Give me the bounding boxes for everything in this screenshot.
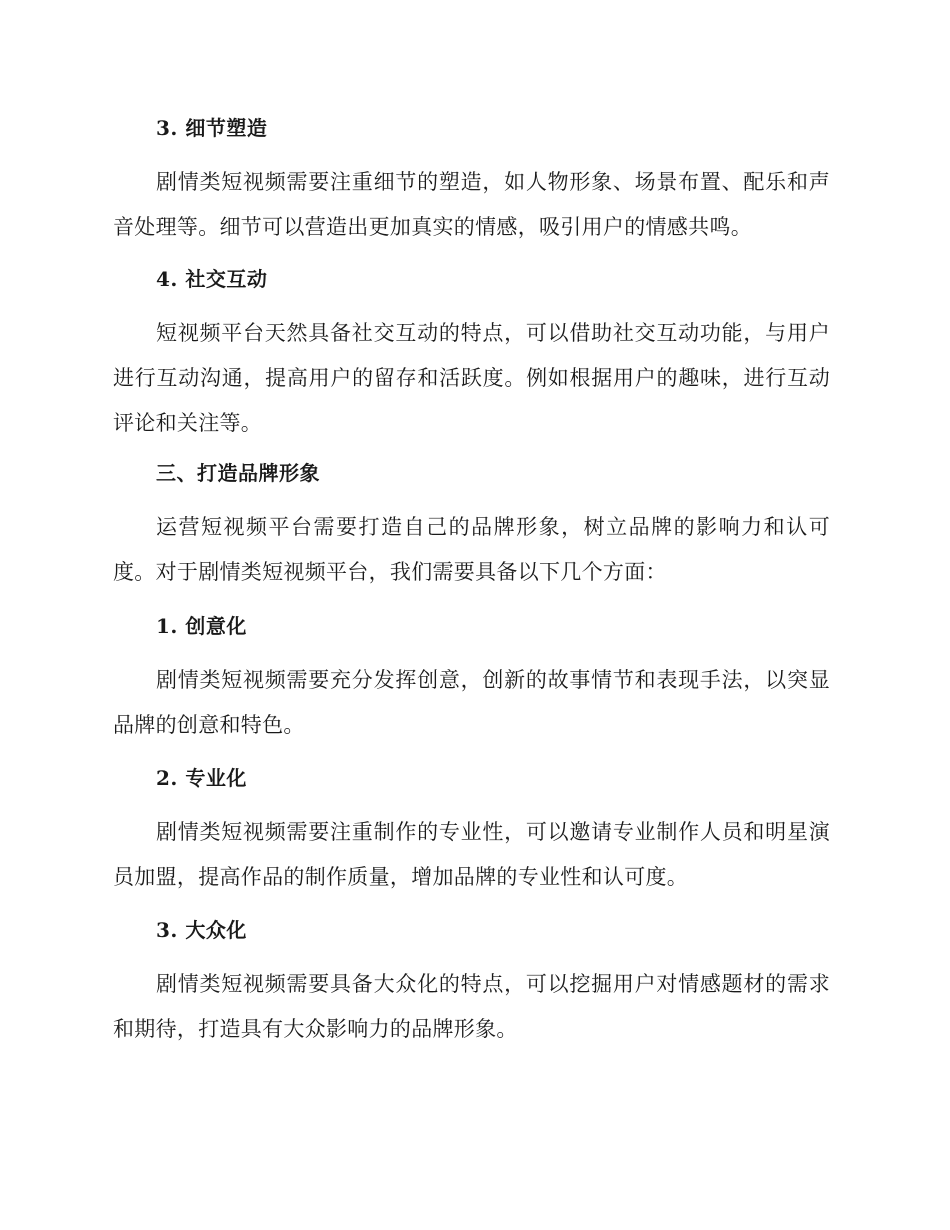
paragraph-detail-shaping: 剧情类短视频需要注重细节的塑造，如人物形象、场景布置、配乐和声音处理等。细节可以营造出更加真实的情感，吸引用户的情感共鸣。 xyxy=(113,170,830,239)
section-heading-social-interaction: 4. 社交互动 xyxy=(156,267,268,291)
section-heading-professionalism: 2. 专业化 xyxy=(156,766,247,790)
paragraph-social-interaction: 短视频平台天然具备社交互动的特点，可以借助社交互动功能，与用户进行互动沟通，提高用户的留存和活跃度。例如根据用户的趣味，进行互动评论和关注等。 xyxy=(113,321,830,435)
section-heading-detail-shaping: 3. 细节塑造 xyxy=(156,116,268,140)
section-heading-popularization: 3. 大众化 xyxy=(156,918,247,942)
section-heading-brand-image: 三、打造品牌形象 xyxy=(156,461,320,485)
paragraph-professionalism: 剧情类短视频需要注重制作的专业性，可以邀请专业制作人员和明星演员加盟，提高作品的制作质量，增加品牌的专业性和认可度。 xyxy=(113,820,830,889)
paragraph-creativity: 剧情类短视频需要充分发挥创意，创新的故事情节和表现手法，以突显品牌的创意和特色。 xyxy=(113,668,830,737)
paragraph-brand-image: 运营短视频平台需要打造自己的品牌形象，树立品牌的影响力和认可度。对于剧情类短视频平台，我们需要具备以下几个方面： xyxy=(113,515,830,584)
paragraph-popularization: 剧情类短视频需要具备大众化的特点，可以挖掘用户对情感题材的需求和期待，打造具有大众影响力的品牌形象。 xyxy=(113,972,830,1041)
section-heading-creativity: 1. 创意化 xyxy=(156,614,247,638)
